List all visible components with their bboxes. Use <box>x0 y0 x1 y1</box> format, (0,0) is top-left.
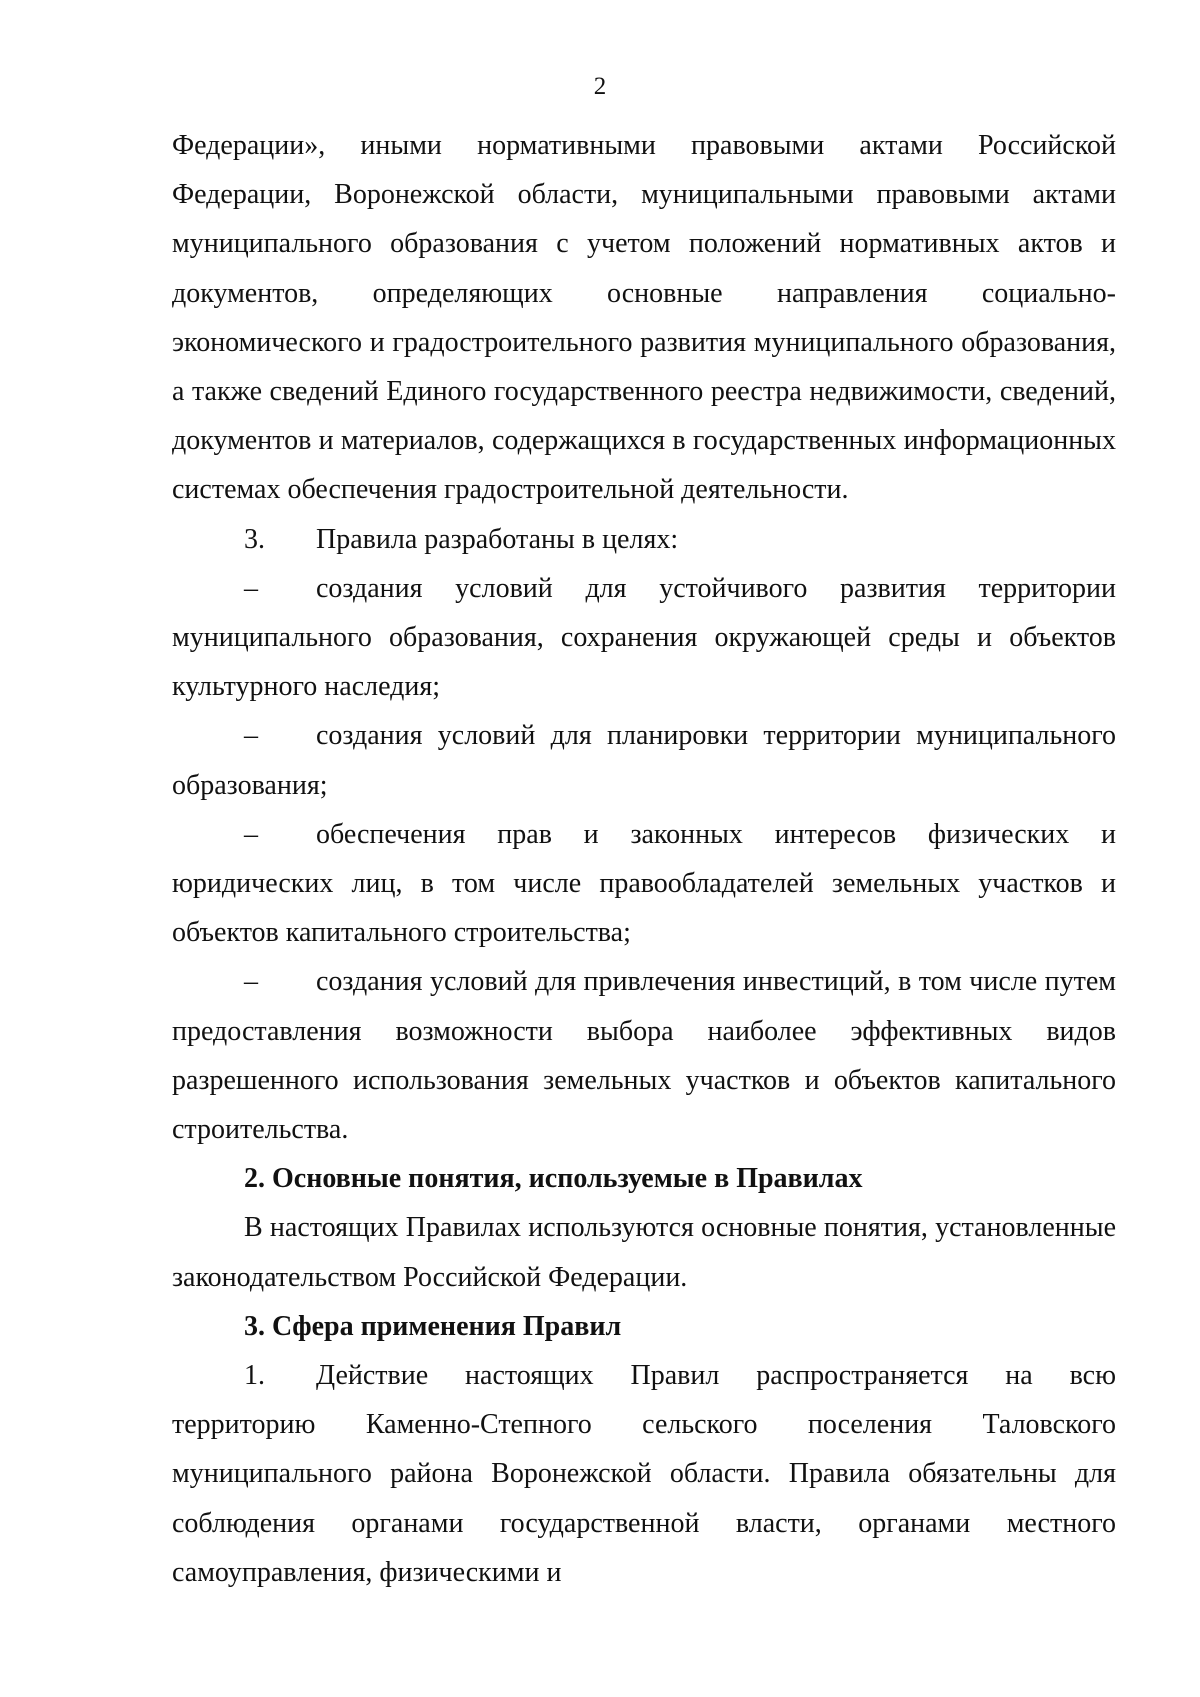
dash-marker: – <box>244 966 258 998</box>
section-heading-2: 2. Основные понятия, используемые в Правилах <box>244 1163 863 1195</box>
bullet-item-2 <box>172 711 1116 809</box>
bullet-item-3 <box>172 810 1116 958</box>
dash-marker: – <box>244 818 258 850</box>
item-text: Правила разработаны в целях: <box>316 523 679 555</box>
dash-marker: – <box>244 572 258 604</box>
numbered-item-3 <box>172 515 1116 564</box>
section-heading-3: 3. Сфера применения Правил <box>244 1310 622 1342</box>
document-body <box>172 121 1116 1597</box>
bullet-text: создания условий для устойчивого развития территории муниципального образования, сохранения окружающей среды и объектов культурного наследия; <box>172 572 1116 703</box>
item-number: 3. <box>244 523 265 555</box>
bullet-item-1 <box>172 564 1116 712</box>
item-text: Действие настоящих Правил распространяется на всю территорию Каменно-Степного сельского поселения Таловского муниципального района Воронежской области. Правила обязательны для соблюдения органами государственной власти, органами местного самоуправления, физическими и <box>172 1360 1116 1588</box>
numbered-item-1 <box>172 1351 1116 1597</box>
bullet-item-4 <box>172 957 1116 1154</box>
item-number: 1. <box>244 1360 265 1392</box>
dash-marker: – <box>244 720 258 752</box>
bullet-text: обеспечения прав и законных интересов физических и юридических лиц, в том числе правообладателей земельных участков и объектов капитального строительства; <box>172 818 1116 949</box>
bullet-text: создания условий для привлечения инвестиций, в том числе путем предоставления возможности выбора наиболее эффективных видов разрешенного использования земельных участков и объектов капитального строительства. <box>172 966 1116 1146</box>
paragraph-continuation: Федерации», иными нормативными правовыми актами Российской Федерации, Воронежской области, муниципальными правовыми актами муниципального образования с учетом положений нормативных актов и документов, определяющих основные направления социально-экономического и градостроительного развития муниципального образования, а также сведений Единого государственного реестра недвижимости, сведений, документов и материалов, содержащихся в государственных информационных системах обеспечения градостроительной деятельности. <box>172 130 1116 506</box>
bullet-text: создания условий для планировки территории муниципального образования; <box>172 720 1116 801</box>
paragraph-definitions: В настоящих Правилах используются основные понятия, установленные законодательством Российской Федерации. <box>172 1212 1116 1293</box>
page-number: 2 <box>593 73 607 100</box>
